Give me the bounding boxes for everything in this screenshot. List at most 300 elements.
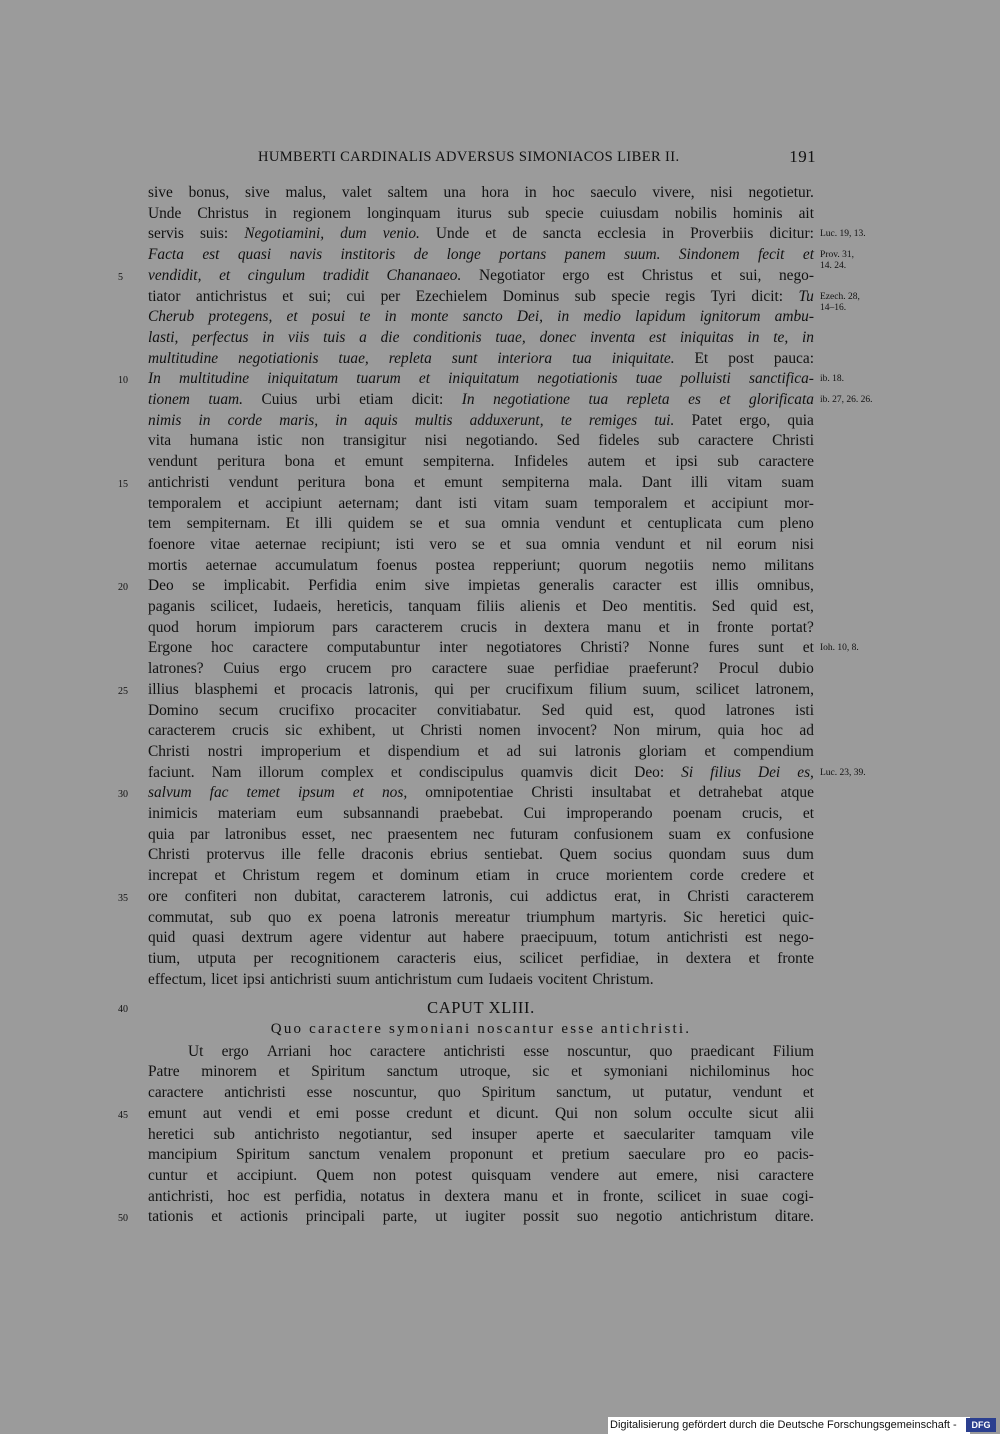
- word: socius: [613, 846, 653, 864]
- word: venio.: [382, 225, 420, 243]
- word: vile: [790, 1125, 814, 1143]
- word: centuplicata: [647, 515, 722, 533]
- word: corde: [689, 867, 724, 885]
- word: increpat: [148, 867, 198, 885]
- word: transigitur: [343, 432, 407, 450]
- line-number: 45: [118, 1109, 128, 1121]
- word: vendere: [550, 1166, 600, 1184]
- running-title: HUMBERTI CARDINALIS ADVERSUS SIMONIACOS LIBER II.: [258, 149, 680, 165]
- word: latronis: [392, 908, 439, 926]
- word: sua: [465, 515, 486, 533]
- word: gloriam: [638, 742, 687, 760]
- word: perfidiae: [554, 660, 609, 678]
- text-line: [148, 597, 814, 618]
- word: confiteri: [184, 887, 237, 905]
- text-line: [148, 928, 814, 949]
- word: Iudaeis: [488, 970, 533, 988]
- line-number: 20: [118, 582, 128, 594]
- word: quo: [649, 1042, 673, 1060]
- word: bona: [364, 473, 395, 491]
- word: vivere,: [652, 184, 695, 201]
- word: ergo,: [739, 411, 771, 429]
- word: Christum.: [592, 970, 654, 988]
- word: nos,: [381, 784, 408, 802]
- word: antichristi: [666, 929, 729, 947]
- word: sanctum,: [556, 1084, 612, 1102]
- text-line: [148, 618, 814, 639]
- word: conditionis: [413, 328, 482, 346]
- word: Deo:: [634, 763, 665, 781]
- word: credunt: [406, 1104, 453, 1122]
- word: quisquam: [471, 1166, 532, 1184]
- word: est: [202, 246, 220, 264]
- word: et: [274, 680, 286, 698]
- word: quic-: [782, 908, 814, 926]
- word: vendunt: [555, 515, 605, 533]
- word: dicit: [589, 763, 618, 781]
- word: in: [524, 184, 537, 201]
- word: sunt: [451, 349, 478, 367]
- line-number: 50: [118, 1213, 128, 1225]
- word: caractere: [758, 1166, 814, 1184]
- word: dextera: [685, 949, 732, 967]
- word: et: [352, 784, 364, 802]
- word: pauca:: [773, 349, 814, 367]
- word: posui: [311, 308, 346, 326]
- word: in: [576, 1187, 589, 1205]
- word: aperte: [536, 1125, 574, 1143]
- word: Christi: [531, 784, 574, 802]
- word: tuis: [323, 328, 346, 346]
- word: in: [662, 225, 675, 243]
- word: ergo: [562, 266, 590, 284]
- word: nemo: [711, 556, 747, 574]
- word: scilicet: [657, 1187, 702, 1205]
- word: saltem: [387, 184, 428, 201]
- text-line: [148, 514, 814, 535]
- word: crucis: [231, 722, 269, 740]
- word: pro: [704, 1146, 725, 1164]
- word: emunt: [364, 453, 404, 471]
- word: enim: [375, 577, 407, 595]
- text-line: [148, 659, 814, 680]
- word: mereatur: [455, 908, 510, 926]
- word: repleta: [388, 349, 432, 367]
- word: atque: [780, 784, 814, 802]
- word: Dominus: [502, 287, 560, 305]
- word: et: [593, 1125, 605, 1143]
- word: multitudine: [178, 370, 250, 388]
- word: Ergone: [148, 639, 193, 657]
- word: tua: [572, 349, 592, 367]
- word: per: [469, 680, 490, 698]
- heading-text: Quo caractere symoniani noscantur esse antichristi.: [270, 1021, 692, 1037]
- word: Negotiamini,: [244, 225, 325, 243]
- word: suae: [740, 1187, 769, 1205]
- word: utputa: [197, 949, 237, 967]
- text-line: [148, 1207, 814, 1228]
- word: aquis: [364, 411, 398, 429]
- word: aut: [202, 1104, 222, 1122]
- word: totum: [614, 929, 650, 947]
- text-line: [148, 431, 814, 452]
- word: Spiritum: [236, 1146, 290, 1164]
- word: crucis: [460, 618, 498, 636]
- word: iugiter: [465, 1208, 506, 1226]
- word: militans: [764, 556, 814, 574]
- word: tionem: [148, 391, 190, 408]
- word: antichristi: [148, 473, 210, 491]
- word: caractere: [252, 639, 308, 657]
- word: pro: [391, 660, 412, 678]
- margin-reference: Ioh. 10, 8.: [820, 643, 859, 654]
- word: procaciter: [354, 701, 417, 719]
- word: poena: [338, 908, 376, 926]
- word: mancipium: [148, 1146, 218, 1164]
- word: dicit:: [411, 391, 444, 408]
- word: solum: [633, 1104, 672, 1122]
- word: quo: [437, 1084, 461, 1102]
- word: scilicet: [695, 680, 740, 698]
- word: et: [571, 1063, 583, 1081]
- word: tationis: [148, 1208, 194, 1226]
- word: hominis: [732, 204, 783, 222]
- word: et: [710, 266, 722, 284]
- word: negotiando.: [465, 432, 538, 450]
- word: Qui: [555, 1104, 579, 1122]
- margin-reference: Prov. 31, 14. 24.: [820, 250, 854, 272]
- word: sancto: [462, 308, 503, 326]
- word: futuram: [509, 825, 559, 843]
- word: in: [335, 411, 348, 429]
- word: detrahebat: [698, 784, 763, 802]
- word: parte,: [382, 1208, 418, 1226]
- word: foenus: [376, 556, 418, 574]
- word: emi: [316, 1104, 340, 1122]
- word: fecit: [757, 246, 785, 264]
- text-line: [148, 1042, 814, 1063]
- word: fronte,: [602, 1187, 644, 1205]
- word: polluisti: [680, 370, 731, 388]
- word: sive: [424, 577, 450, 595]
- word: quia: [787, 411, 814, 429]
- word: hora: [481, 184, 509, 201]
- word: tuam.: [208, 391, 243, 408]
- word: nil: [705, 535, 723, 553]
- word: quasi: [237, 246, 272, 264]
- word: ambu-: [774, 308, 814, 326]
- word: vita: [148, 432, 172, 450]
- word: sanctifica-: [748, 370, 814, 388]
- word: lasti,: [148, 328, 179, 346]
- word: nimis: [148, 411, 182, 429]
- word: peritura: [217, 453, 266, 471]
- word: non: [254, 887, 278, 905]
- text-line: [148, 701, 814, 722]
- word: suae: [507, 660, 535, 678]
- word: compendium: [733, 742, 814, 760]
- word: martyris.: [611, 908, 667, 926]
- word: negotiis: [644, 556, 694, 574]
- word: est,: [792, 598, 814, 615]
- word: fures: [708, 639, 740, 657]
- word: ut: [632, 1084, 645, 1102]
- word: Tyri: [710, 287, 737, 305]
- word: emunt: [148, 1104, 187, 1122]
- word: sive: [148, 184, 173, 201]
- word: esset,: [301, 825, 336, 843]
- word: Dant: [641, 473, 672, 491]
- word: latronis,: [368, 680, 419, 698]
- text-line: [148, 742, 814, 763]
- word: heretici: [719, 908, 766, 926]
- word: in: [658, 887, 671, 905]
- word: paganis: [148, 598, 196, 615]
- word: sui: [538, 742, 557, 760]
- word: mortis: [148, 556, 188, 574]
- word: Sed: [541, 701, 565, 719]
- word: et: [358, 742, 371, 760]
- word: repperiunt;: [493, 556, 561, 574]
- word: caractere: [758, 453, 814, 471]
- word: dextrum: [241, 929, 293, 947]
- word: notatus: [360, 1187, 405, 1205]
- word: mirum,: [656, 722, 702, 740]
- word: et: [679, 535, 691, 553]
- word: cuiusdam: [599, 204, 659, 222]
- word: Christi: [148, 846, 190, 864]
- word: una: [443, 184, 466, 201]
- text-line: [148, 866, 814, 887]
- word: esse: [523, 1042, 550, 1060]
- text-line: [148, 266, 814, 287]
- word: sub: [717, 453, 739, 471]
- word: nego-: [778, 266, 814, 284]
- word: specie: [545, 204, 584, 222]
- text-line: [148, 411, 814, 432]
- word: dispendium: [387, 742, 460, 760]
- text-line: [148, 349, 814, 370]
- word: dicitur:: [769, 225, 814, 243]
- text-line: [148, 1187, 814, 1208]
- word: accumulatum: [275, 556, 358, 574]
- word: aut: [427, 929, 447, 947]
- word: nisi: [424, 432, 448, 450]
- word: in: [514, 618, 527, 636]
- word: Unde: [148, 204, 182, 222]
- word: hoc: [552, 184, 575, 201]
- word: ad: [506, 742, 522, 760]
- word: Quem: [316, 1166, 354, 1184]
- word: quamvis: [520, 763, 573, 781]
- word: Cherub: [148, 308, 195, 326]
- word: lapidum: [635, 308, 686, 326]
- word: et: [214, 867, 226, 885]
- word: protervus: [206, 846, 265, 864]
- word: improperium: [260, 742, 342, 760]
- word: negotiantur,: [338, 1125, 413, 1143]
- word: etiam: [359, 391, 394, 408]
- word: condiscipulus: [419, 763, 504, 781]
- word: suis:: [199, 225, 229, 243]
- word: filius: [710, 763, 741, 781]
- word: quia: [148, 825, 175, 843]
- word: caractere: [431, 660, 488, 678]
- word: sub: [213, 1125, 235, 1143]
- word: iniquitas: [679, 328, 734, 346]
- word: in: [714, 1187, 727, 1205]
- word: et: [531, 1146, 543, 1164]
- text-line: [148, 390, 814, 411]
- word: subsannandi: [343, 805, 420, 822]
- word: pars: [332, 618, 358, 636]
- word: morientem: [606, 867, 673, 885]
- word: post: [728, 349, 754, 367]
- word: materiam: [217, 805, 277, 822]
- word: isti: [395, 535, 415, 553]
- word: Cuius: [223, 660, 260, 678]
- word: nomen: [478, 722, 521, 740]
- word: malus,: [285, 184, 327, 201]
- word: manu: [606, 618, 642, 636]
- word: utroque,: [459, 1063, 511, 1081]
- word: in: [687, 618, 700, 636]
- word: autem: [587, 453, 626, 471]
- word: negotiatores: [486, 639, 562, 657]
- word: dubio: [778, 660, 814, 678]
- word: sancta: [542, 225, 582, 243]
- word: caracter: [612, 577, 662, 595]
- word: servis: [148, 225, 184, 243]
- word: Christus: [197, 204, 249, 222]
- word: sub: [574, 287, 597, 305]
- word: praedicant: [690, 1042, 755, 1060]
- word: quasi: [192, 929, 225, 947]
- word: humana: [189, 432, 239, 450]
- word: sic: [285, 722, 303, 740]
- text-line: [148, 1145, 814, 1166]
- text-line: [148, 638, 814, 659]
- word: minorem: [201, 1063, 257, 1081]
- word: et: [485, 225, 497, 243]
- word: Ezechielem: [415, 287, 488, 305]
- word: es,: [797, 763, 814, 781]
- word: se: [471, 535, 485, 553]
- text-line: [148, 845, 814, 866]
- word: die: [380, 328, 400, 346]
- word: vitae: [210, 535, 240, 553]
- word: Si: [681, 763, 694, 781]
- word: quia: [717, 722, 745, 740]
- word: praeferunt?: [628, 660, 699, 678]
- word: mala.: [588, 473, 623, 491]
- word: Domino: [148, 701, 199, 719]
- word: Perfidia: [308, 577, 357, 595]
- word: quid: [148, 929, 176, 947]
- word: agere: [309, 929, 343, 947]
- word: caractere: [369, 1042, 426, 1060]
- word: ditare.: [774, 1208, 814, 1226]
- word: hoc: [211, 639, 234, 657]
- word: quorum: [578, 556, 627, 574]
- word: quondam: [668, 846, 726, 864]
- word: sempiterna: [501, 473, 570, 491]
- word: ut: [435, 1208, 448, 1226]
- word: latronem,: [755, 680, 814, 698]
- text-line: [148, 556, 814, 577]
- chapter-subtitle: [148, 1019, 814, 1040]
- word: te,: [773, 328, 789, 346]
- word: potest: [415, 1166, 453, 1184]
- word: et: [683, 494, 696, 512]
- word: et: [802, 805, 814, 822]
- word: Non: [613, 722, 640, 740]
- word: est: [263, 1187, 281, 1205]
- line-number: 5: [118, 271, 123, 283]
- text-line: [148, 183, 814, 204]
- text-line: [148, 949, 814, 970]
- word: caracteris: [396, 949, 456, 967]
- word: tua: [588, 391, 609, 408]
- word: caracterem: [148, 722, 216, 740]
- word: ergo: [221, 1042, 249, 1060]
- word: caractere: [148, 1084, 204, 1102]
- word: omnipotentiae: [425, 784, 514, 802]
- word: secum: [218, 701, 259, 719]
- word: perfidiae,: [580, 949, 640, 967]
- word: Nonne: [648, 639, 690, 657]
- word: scilicet,: [210, 598, 258, 615]
- word: antichristi: [224, 1084, 286, 1102]
- word: sive: [244, 184, 270, 201]
- word: ipsi: [242, 970, 266, 988]
- word: improperando: [566, 805, 653, 822]
- word: eum: [296, 805, 323, 822]
- word: et: [499, 535, 511, 553]
- word: cuntur: [148, 1166, 188, 1184]
- word: aeternam;: [338, 494, 399, 512]
- word: nego-: [778, 929, 814, 947]
- word: antichristum: [680, 1208, 758, 1226]
- word: tuarum: [356, 370, 401, 388]
- word: es: [688, 391, 701, 408]
- word: fronte: [716, 618, 754, 636]
- word: sentiebat.: [484, 846, 543, 864]
- word: eius,: [473, 949, 502, 967]
- word: in: [747, 328, 760, 346]
- word: possit: [523, 1208, 560, 1226]
- word: et: [802, 246, 814, 264]
- word: procacis: [301, 680, 353, 698]
- word: convitiabatur.: [436, 701, 522, 719]
- line-number: 15: [118, 478, 128, 490]
- word: videntur: [359, 929, 411, 947]
- word: tamquam: [714, 1125, 772, 1143]
- word: iniquitate.: [611, 349, 675, 367]
- word: sub: [657, 432, 680, 450]
- word: portat?: [771, 618, 814, 636]
- word: est: [649, 328, 667, 346]
- word: insultabat: [591, 784, 652, 802]
- word: pacis-: [777, 1146, 814, 1164]
- word: draconis: [361, 846, 414, 864]
- word: emere,: [656, 1166, 698, 1184]
- word: temporalem: [593, 494, 668, 512]
- word: per: [380, 287, 401, 305]
- word: fronte: [777, 949, 814, 967]
- margin-reference: Luc. 19, 13.: [820, 229, 866, 240]
- funding-credit: Digitalisierung gefördert durch die Deutsche Forschungsgemeinschaft -: [608, 1417, 970, 1434]
